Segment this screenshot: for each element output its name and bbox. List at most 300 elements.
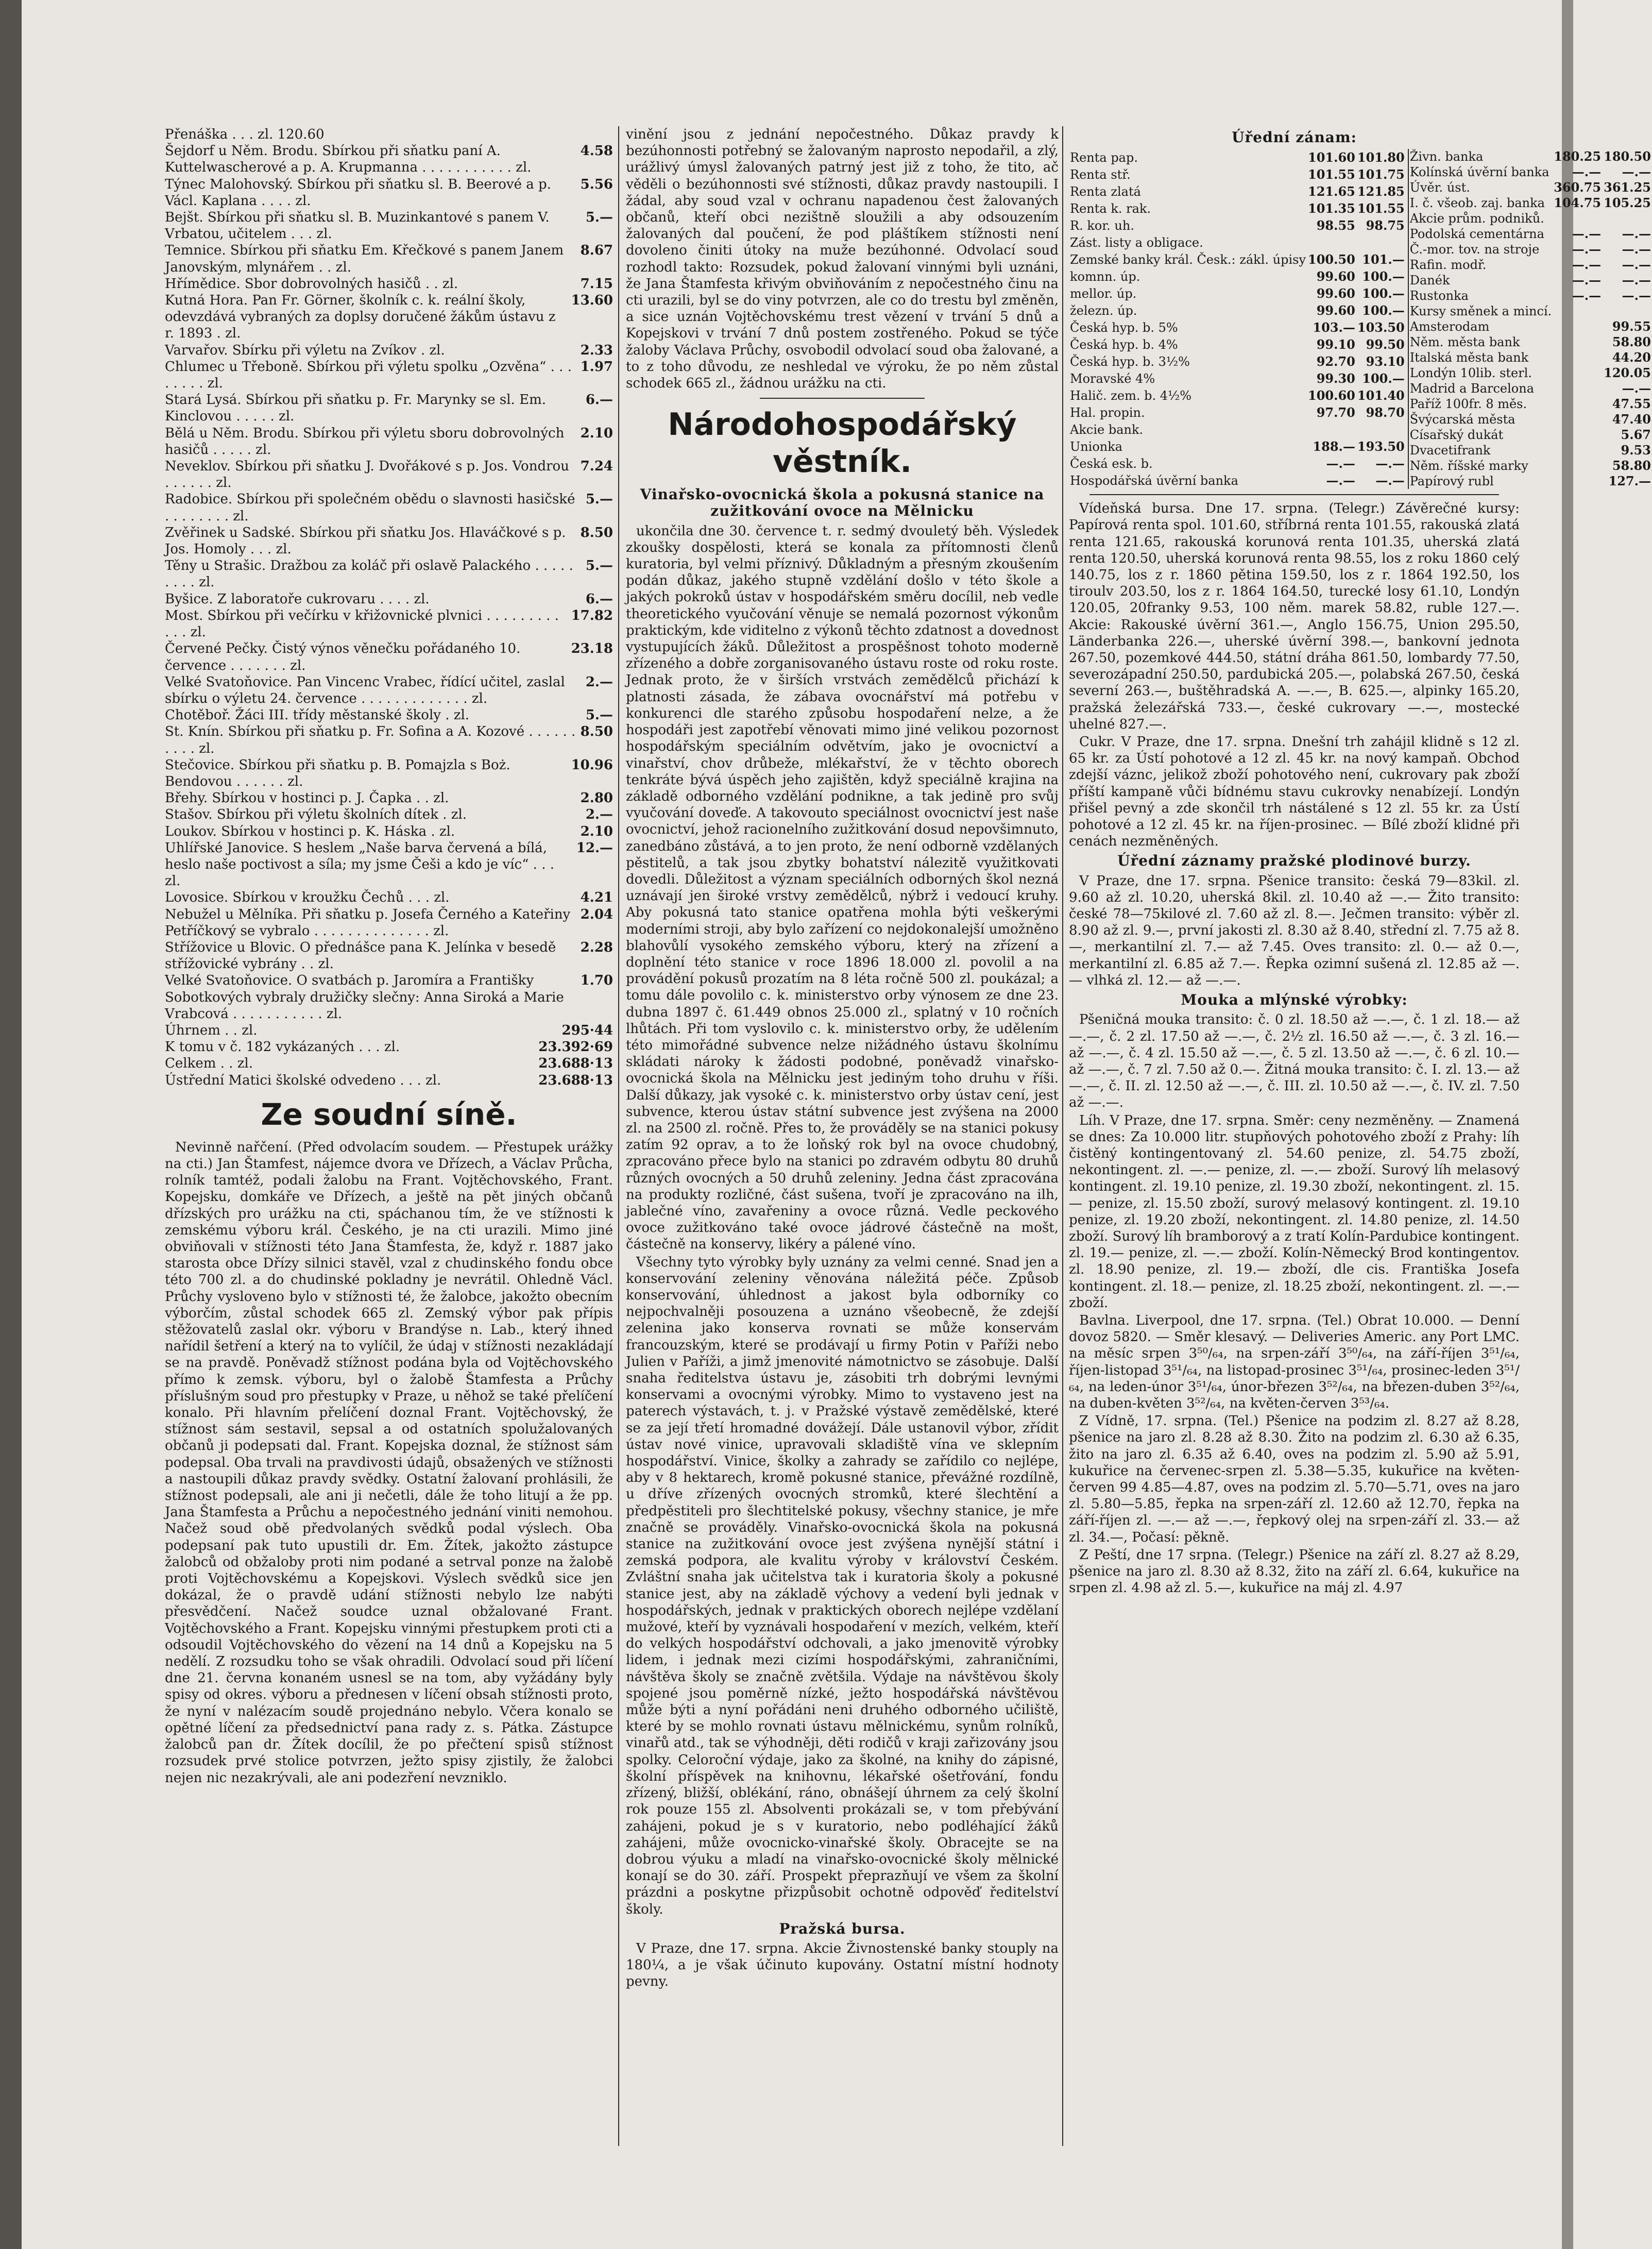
- quote-value: [1553, 474, 1603, 489]
- donation-entry-text: Střížovice u Blovic. O přednášce pana K. Jelínka v besedě střížovické vybrány . . zl.: [165, 939, 556, 972]
- donation-entry-text: Velké Svatoňovice. Pan Vincenc Vrabec, řídící učitel, zaslal sbírku o výletu 24. července . . . . . . . . . . . . . zl.: [165, 674, 565, 706]
- quote-value: 99.10: [1316, 336, 1355, 352]
- column-economy: [626, 126, 1059, 2213]
- quote-row: [1069, 183, 1406, 200]
- total-row-text: Ústřední Matici školské odvedeno . . . zl.: [165, 1072, 441, 1088]
- quote-row: [1408, 427, 1652, 443]
- donation-entry-amount: 2.—: [585, 807, 613, 823]
- quote-row: [1408, 458, 1652, 474]
- quote-name: Madrid a Barcelona: [1409, 381, 1535, 396]
- quote-row: [1069, 234, 1406, 251]
- donation-entry-amount: 5.—: [585, 558, 613, 574]
- quote-value: [1553, 350, 1603, 365]
- quote-value: 99.60: [1316, 302, 1355, 318]
- quote-value: [1553, 427, 1603, 443]
- donation-entry: [165, 458, 613, 491]
- quote-value: 105.25: [1604, 195, 1651, 211]
- quote-row: [1069, 438, 1406, 455]
- quote-name: Něm. města bank: [1409, 335, 1520, 350]
- quote-value: [1356, 421, 1406, 438]
- donation-entry-text: Kutná Hora. Pan Fr. Görner, školník c. k. reální školy, odevzdává vybraných za doplsy doručené žákům ústavu z r. 1893 . zl.: [165, 293, 556, 342]
- quote-name: Č.-mor. tov. na stroje: [1409, 242, 1540, 257]
- quotes-table-left: [1069, 149, 1406, 489]
- donation-entry: [165, 557, 613, 590]
- donation-entry-amount: 2.80: [580, 790, 613, 806]
- donation-entry-amount: 23.18: [571, 641, 613, 657]
- total-row-text: Úhrnem . . zl.: [165, 1022, 258, 1038]
- donation-entry: [165, 276, 613, 292]
- school-article: ukončila dne 30. července t. r. sedmý dvouletý běh. Výsledek zkoušky dospělosti, která se konala za přítomnosti členů kuratoria, byl velmi příznivý. Důkladným a přesným zkoušením podán důkaz, jakého stupně vzdělání došlo v této škole a jakých pokroků ústav v hospodářském směru docílil, neb vedle theoretického vyučování věnuje se nemalá pozornost výkonům praktickým, kde viditelno z výkonů těchto zdatnost a dovednost vystupujících žáků. Důležitost a prospěšnost tohoto moderně zřízeného a dobře zorganisovaného ústavu roste od roku roste. Jednak proto, že v širších vrstvách zemědělců přichází k platnosti zásada, že zábava ovocnářství má potřebu v konkurenci dle starého způsobu hospodaření nelze, a že hospodáři jest zapotřebí věnovati mimo jiné velikou pozornost hospodářským speciálním odvětvím, jako je ovocnictví a vinařství, chov drůbeže, mlékařství, že v těchto oborech tenkráte bývá úspěch jeho zajištěn, když speciálně krajina na základě odborného vzdělání podnikne, a tak jedině pro svůj vyučování doveďe. A takovouto speciálnost ovocnictví jest naše ovocnictví, jehož racionelního zužitkování dosud nepovšimnuto, zanedbáno zůstává, a to jen proto, že není odborně vzdělaných pěstitelů, a tak jsou zbytky bohatství nálezitě využitkovati dovedli. Důležitost a význam speciálních odborných škol nezná uznávají jen široké vrstvy zemědělců, nýbrž i vedoucí kruhy. Aby pokusná tato stanice opatřena mohla býti veškerými moderními stroji, aby bylo zařízení co nejdokonalejší umožněno blahovůlí vysokého zemského výboru, který na zřízení a doplnění této stanice v roce 1896 18.000 zl. povolil a na provádění pokusů prozatím na 8 léta ročně 500 zl. poukázal; a tomu dále povolilo c. k. ministerstvo orby výnosem ze dne 23. dubna 1897 č. 61.449 obnos 25.000 zl., splatný v 10 ročních lhůtách. Při tom vyslovilo c. k. ministerstvo orby, že udělením této mimořádné subvence nelze nižádného ústavu školnímu skládati nároky k žádosti podobné, poněvadž vinařsko-ovocnická škola na Mělnicku jest jediným toho druhu v říši. Další důkazy, jak vysoké c. k. ministerstvo orby ústav cení, jest subvence, kterou ústav státní subvence jest zvýšena na 2000 zl. na 2500 zl. ročně. Přes to, že prováděly se na stanici pokusy zatím 92 oprav, a to že loňský rok byl na ovoce chudobný, zpracováno přece bylo na stanici po zdravém odbytu 80 druhů různých ovocných a 50 druhů zeleniny. Jedna část zpracována na produkty rozličné, část sušena, tvoří je zpracováno na ilh, jablečné víno, zavařeniny a ovoce různá. Vedle peckového ovoce zužitkováno také ovoce jádrové částečně na mošt, částečně na konservy, likéry a pálené víno.: [626, 523, 1059, 1253]
- quote-value: 98.70: [1366, 404, 1405, 420]
- donation-entry-text: Chlumec u Třeboně. Sbírkou při výletu spolku „Ozvěna“ . . . . . . . . zl.: [165, 359, 572, 392]
- quote-row: [1408, 350, 1652, 365]
- donation-entry: [165, 889, 613, 906]
- donation-entry-text: Velké Svatoňovice. O svatbách p. Jaromíra a Františky Sobotkových vybraly družičky slečny: Anna Siroká a Marie Vrabcová . . . . . . . . . . . zl.: [165, 973, 564, 1022]
- donation-entry-text: Břehy. Sbírkou v hostinci p. J. Čapka . . zl.: [165, 790, 449, 806]
- donation-entry-amount: 5.—: [585, 707, 613, 723]
- quote-value: [1307, 234, 1356, 251]
- quote-row: [1069, 455, 1406, 472]
- quote-value: 99.60: [1316, 268, 1355, 284]
- divider: [1089, 494, 1499, 495]
- quote-row: [1069, 404, 1406, 421]
- donation-entry-amount: 8.50: [580, 525, 613, 540]
- quote-name: Rustonka: [1409, 289, 1469, 303]
- quote-value: —.—: [1572, 242, 1602, 257]
- quote-row: [1408, 303, 1652, 319]
- donation-entry: [165, 674, 613, 707]
- quote-value: 100.—: [1362, 370, 1405, 386]
- column-markets: [1069, 126, 1651, 2213]
- prague-bourse-heading: Pražská bursa.: [779, 1920, 906, 1937]
- donation-entry: [165, 491, 613, 524]
- official-quotes-title: Úřední zánam:: [1232, 129, 1357, 146]
- donation-entry: [165, 840, 613, 890]
- quote-name: Papírový rubl: [1409, 474, 1494, 489]
- quote-name: komnn. úp.: [1070, 269, 1140, 284]
- quote-row: [1069, 472, 1406, 489]
- quote-row: [1069, 387, 1406, 404]
- quote-name: I. č. všeob. zaj. banka: [1409, 196, 1545, 211]
- total-row: [165, 1072, 613, 1089]
- quote-value: 121.65: [1308, 183, 1355, 199]
- donation-totals: [165, 1022, 613, 1089]
- quote-name: Hal. propin.: [1070, 405, 1145, 420]
- donation-entry-amount: 12.—: [576, 840, 613, 856]
- donation-entry-text: Radobice. Sbírkou při společném obědu o slavnosti hasičské . . . . . . . . zl.: [165, 492, 575, 524]
- quote-value: [1553, 381, 1603, 396]
- donation-entry: [165, 342, 613, 359]
- donation-entry-text: Byšice. Z laboratoře cukrovaru . . . . zl.: [165, 591, 430, 607]
- pest-grain: Z Peští, dne 17 srpna. (Telegr.) Pšenice na září zl. 8.27 až 8.29, pšenice na jaro zl. 8.30 až 8.32, žito na září zl. 6.64, kukuřice na srpen zl. 4.98 až zl. 5.—, kukuřice na máj zl. 4.97: [1069, 1547, 1520, 1596]
- quote-row: [1408, 211, 1652, 226]
- quote-value: 361.25: [1604, 180, 1651, 195]
- donation-entry-text: Most. Sbírkou při večírku v křižovnické plvnici . . . . . . . . . . . . zl.: [165, 607, 559, 640]
- donation-entry-text: Těny u Strašic. Dražbou za koláč při oslavě Palackého . . . . . . . . . zl.: [165, 558, 573, 590]
- quote-value: 188.—: [1313, 438, 1355, 454]
- carry-over: Přenáška . . . zl. 120.60: [165, 127, 325, 142]
- quote-row: [1069, 166, 1406, 183]
- quote-row: [1069, 268, 1406, 285]
- quote-value: [1553, 458, 1603, 474]
- vienna-bourse: Vídeňská bursa. Dne 17. srpna. (Telegr.) Závěrečné kursy: Papírová renta spol. 101.60, stříbrná renta 101.55, rakouská zlatá renta 121.65, rakouská korunová renta 101.35, uherská zlatá renta 120.50, uherská korunová renta 98.55, los z roku 1860 celý 140.75, los z r. 1860 pětina 159.50, los z r. 1864 192.50, los tiroulv 203.50, los z r. 1864 164.50, turecké losy 61.10, Londýn 120.05, 20franky 9.53, 100 něm. marek 58.82, ruble 127.—. Akcie: Rakouské úvěrní 361.—, Anglo 156.75, Union 295.50, Länderbanka 226.—, uherské úvěrní 398.—, bankovní jednota 267.50, pozemkové 444.50, státní dráha 861.50, lombardy 77.50, severozápadní 250.50, pardubická 205.—, polabská 267.50, česká severní 263.—, buštěhradská A. —.—, B. 625.—, alpinky 165.20, pražská železářská 733.—, české cukrovary —.—, mostecké uhelné 827.—.: [1069, 501, 1520, 732]
- donation-entry-text: Stašov. Sbírkou při výletu školních dítek . zl.: [165, 807, 467, 823]
- quote-name: Česká hyp. b. 4%: [1070, 337, 1178, 352]
- quote-name: Danék: [1409, 273, 1450, 288]
- donation-entry: [165, 607, 613, 640]
- quote-value: 100.60: [1308, 387, 1355, 403]
- donation-entry-text: Zvěřinek u Sadské. Sbírkou při sňatku Jos. Hlaváčkové s p. Jos. Homoly . . . zl.: [165, 525, 566, 557]
- quote-value: —.—: [1572, 288, 1602, 303]
- quote-value: 103.—: [1313, 319, 1355, 335]
- quote-value: 101.55: [1357, 200, 1405, 216]
- quote-value: —.—: [1326, 472, 1355, 488]
- quote-value: 101.80: [1357, 149, 1405, 165]
- donation-entry-text: Chotěboř. Žáci III. třídy městanské školy . zl.: [165, 707, 470, 723]
- quote-value: —.—: [1622, 164, 1651, 180]
- quote-name: Česká hyp. b. 3½%: [1070, 354, 1190, 369]
- quote-row: [1408, 257, 1652, 273]
- donation-entry-amount: 13.60: [571, 293, 613, 309]
- donation-entry-amount: 2.10: [580, 425, 613, 441]
- sugar-market: Cukr. V Praze, dne 17. srpna. Dnešní trh zahájil klidně s 12 zl. 65 kr. za Ústí pohotové a 12 zl. 45 kr. na nový kampaň. Obchod zdejší váznc, jelikož zboží pohotového není, cukrovary pak zboží příští kampaně vůči bídnému stavu cukrovky nenabízejí. Londýn přišel pevný a zde skončil trh nástálené s 12 zl. 55 kr. za Ústí pohotové a 12 zl. 45 kr. na říjen-prosinec. — Bílé zboží klidné při cenách nezměněných.: [1069, 734, 1520, 850]
- donation-entry: [165, 757, 613, 790]
- donation-entry: [165, 939, 613, 972]
- quote-name: Moravské 4%: [1070, 371, 1155, 386]
- donation-entry: [165, 790, 613, 806]
- quote-value: 5.67: [1621, 427, 1651, 443]
- donation-entry-amount: 2.04: [580, 906, 613, 922]
- total-row: [165, 1055, 613, 1072]
- quote-row: [1408, 396, 1652, 412]
- donation-entry-text: Neveklov. Sbírkou při sňatku J. Dvořákové s p. Jos. Vondrou . . . . . . zl.: [165, 459, 569, 491]
- quote-name: Unionka: [1070, 439, 1123, 454]
- total-row-text: K tomu v č. 182 vykázaných . . . zl.: [165, 1039, 400, 1055]
- donation-entry-amount: 2.—: [585, 674, 613, 690]
- quote-name: Něm. říšské marky: [1409, 459, 1528, 474]
- cotton-market: Bavlna. Liverpool, dne 17. srpna. (Tel.) Obrat 10.000. — Denní dovoz 5820. — Směr klesavý. — Deliveries Americ. any Port LMC. na měsíc srpen 3⁵⁰/₆₄, na srpen-září 3⁵⁰/₆₄, na září-říjen 3⁵¹/₆₄, říjen-listopad 3⁵¹/₆₄, na listopad-prosinec 3⁵¹/₆₄, prosinec-leden 3⁵¹/₆₄, na leden-únor 3⁵¹/₆₄, únor-březen 3⁵²/₆₄, na březen-duben 3⁵²/₆₄, na duben-květen 3⁵²/₆₄, na květen-červen 3⁵³/₆₄.: [1069, 1312, 1520, 1411]
- quote-name: Dvacetifrank: [1409, 443, 1491, 458]
- donation-entry-text: Loukov. Sbírkou v hostinci p. K. Háska . zl.: [165, 823, 455, 839]
- quote-row: [1408, 334, 1652, 350]
- total-row-text: Celkem . . zl.: [165, 1056, 253, 1072]
- donation-entry-amount: 7.15: [580, 276, 613, 292]
- quote-row: [1408, 443, 1652, 458]
- quote-row: [1069, 149, 1406, 166]
- quote-name: Renta zlatá: [1070, 184, 1141, 199]
- quote-value: —.—: [1326, 455, 1355, 471]
- donation-entry-amount: 8.50: [580, 724, 613, 740]
- quote-name: Úvěr. úst.: [1409, 180, 1470, 195]
- donation-list: [165, 143, 613, 1022]
- quote-row: [1408, 242, 1652, 257]
- quote-row: [1408, 195, 1652, 211]
- donation-entry-amount: 10.96: [571, 757, 613, 773]
- donation-entry-amount: 7.24: [580, 459, 613, 475]
- total-row: [165, 1022, 613, 1039]
- quote-value: [1603, 303, 1652, 319]
- donation-entry-amount: 2.33: [580, 342, 613, 358]
- quote-value: 92.70: [1316, 353, 1355, 369]
- quote-value: —.—: [1375, 472, 1405, 488]
- donation-entry-amount: 4.58: [580, 143, 613, 159]
- quote-name: Živn. banka: [1409, 149, 1484, 164]
- quote-value: 99.30: [1316, 370, 1355, 386]
- quote-name: Kolínská úvěrní banka: [1409, 165, 1549, 180]
- quote-row: [1408, 365, 1652, 381]
- quote-name: mellor. úp.: [1070, 286, 1137, 301]
- quote-value: 101.—: [1362, 251, 1405, 267]
- quote-value: —.—: [1622, 257, 1651, 273]
- quote-value: [1553, 319, 1603, 334]
- quote-row: [1069, 302, 1406, 319]
- quote-value: —.—: [1572, 226, 1602, 242]
- donation-entry-text: Uhlířské Janovice. S heslem „Naše barva červená a bílá, heslo naše poctivost a síla; my jsme Češi a kdo je víc“ . . . zl.: [165, 840, 554, 889]
- quote-value: 93.10: [1366, 353, 1405, 369]
- quote-name: železn. úp.: [1070, 303, 1137, 318]
- donation-entry-amount: 6.—: [585, 591, 613, 607]
- quote-value: 47.55: [1612, 396, 1651, 412]
- donation-entry-text: Červené Pečky. Čistý výnos věnečku pořádaného 10. července . . . . . . . zl.: [165, 641, 521, 673]
- quote-value: 100.—: [1362, 268, 1405, 284]
- quote-row: [1408, 412, 1652, 427]
- quote-name: R. kor. uh.: [1070, 218, 1134, 233]
- donation-entry: [165, 425, 613, 458]
- quote-name: Rafin. modř.: [1409, 258, 1487, 273]
- quote-value: [1553, 396, 1603, 412]
- donation-entry-text: Lovosice. Sbírkou v kroužku Čechů . . . zl.: [165, 890, 450, 906]
- quote-value: 97.70: [1316, 404, 1355, 420]
- column-rule-1: [618, 126, 619, 2146]
- quote-name: Halič. zem. b. 4½%: [1070, 388, 1192, 403]
- quote-value: 360.75: [1554, 180, 1602, 195]
- donation-entry: [165, 242, 613, 275]
- quote-value: 99.60: [1316, 285, 1355, 301]
- quote-value: [1356, 234, 1406, 251]
- prague-bourse-text: V Praze, dne 17. srpna. Akcie Živnostenské banky stouply na 180¼, a je však účinuto kupovány. Ostatní místní hodnoty pevny.: [626, 1940, 1059, 1990]
- donation-entry-amount: 17.82: [571, 607, 613, 623]
- total-row-amount: 23.688·13: [538, 1072, 613, 1088]
- donation-entry-amount: 5.—: [585, 210, 613, 226]
- donation-entry-text: Týnec Malohovský. Sbírkou při sňatku sl. B. Beerové a p. Václ. Kaplana . . . . zl.: [165, 176, 551, 209]
- quote-row: [1069, 421, 1406, 438]
- quote-value: 100.50: [1308, 251, 1355, 267]
- donation-entry-amount: 5.—: [585, 492, 613, 508]
- quote-value: 101.35: [1308, 200, 1355, 216]
- economy-heading: Národohospodářský věstník.: [668, 407, 1017, 480]
- quote-value: —.—: [1572, 257, 1602, 273]
- donation-entry: [165, 806, 613, 823]
- total-row-amount: 295·44: [561, 1022, 613, 1038]
- quote-value: [1553, 365, 1603, 381]
- school-subheading: Vinařsko-ovocnická škola a pokusná stanice na zužitkování ovoce na Mělnicku: [640, 486, 1045, 520]
- quote-value: —.—: [1622, 288, 1651, 303]
- quote-value: 101.55: [1308, 166, 1355, 182]
- quote-row: [1408, 180, 1652, 195]
- court-continuation: vinění jsou z jednání nepočestného. Důkaz pravdy k bezúhonnosti potřebný se žalovaným naprosto nepodařil, a zlý, urážlivý úmysl žalovaných patrný jest již z toho, že tito, ač věděli o bezúhonnosti své stížnosti, důkaz pravdy nastoupili. I žádal, aby soud vzal v ochranu napadenou čest žalovaných občanů, kteří obci nezištně sloužili a aby odsouzením žalovaných dal poučení, že pod pláštíkem stížnosti není dovoleno činiti útoky na muže bezúhonné. Odvolací soud rozhodl takto: Rozsudek, pokud žalovaní vinnými byli uznáni, že Jana Štamfesta křivým obviňováním z nepočestného činu na cti urazili, byl se do viny potvrzen, ale co do trestu byl změněn, a sice uznán Vojtěchovskému trest vězení v trvání 5 dnů a Kopejskovi v trvání 7 dnů postem zostřeného. Pokud se týče žaloby Václava Průchy, osvobodil odvolací soud oba žalované, a to z toho důvodu, ze neshledal ve výroku, že po něm zůstal schodek 665 zl., žádnou urážku na cti.: [626, 127, 1059, 392]
- quote-name: Hospodářská úvěrní banka: [1070, 473, 1238, 488]
- donation-entry-text: Stará Lysá. Sbírkou při sňatku p. Fr. Marynky se sl. Em. Kinclovou . . . . . zl.: [165, 392, 546, 425]
- quote-name: Zást. listy a obligace.: [1070, 235, 1203, 250]
- donation-entry: [165, 906, 613, 939]
- quote-name: Londýn 10lib. sterl.: [1409, 366, 1532, 381]
- quote-value: 98.55: [1316, 217, 1355, 233]
- quote-name: Akcie prům. podniků.: [1409, 211, 1544, 226]
- court-heading: Ze soudní síně.: [261, 1096, 517, 1132]
- grain-heading: Úřední záznamy pražské plodinové burzy.: [1117, 852, 1471, 870]
- donation-entry: [165, 392, 613, 425]
- quote-value: —.—: [1622, 242, 1651, 257]
- flour-heading: Mouka a mlýnské výrobky:: [1181, 991, 1408, 1009]
- quote-value: 103.50: [1357, 319, 1405, 335]
- quote-value: 58.80: [1612, 458, 1651, 474]
- quote-value: [1553, 303, 1603, 319]
- quote-name: Renta pap.: [1070, 150, 1138, 165]
- quote-row: [1069, 200, 1406, 217]
- quote-name: Kursy směnek a mincí.: [1409, 304, 1552, 319]
- quote-value: 127.—: [1608, 474, 1651, 489]
- quote-value: [1603, 211, 1652, 226]
- quote-name: Renta stř.: [1070, 167, 1131, 182]
- quote-value: 58.80: [1612, 334, 1651, 350]
- quote-value: 100.—: [1362, 285, 1405, 301]
- donation-entry-amount: 1.97: [580, 359, 613, 375]
- quote-value: [1553, 443, 1603, 458]
- spirit-market: Líh. V Praze, dne 17. srpna. Směr: ceny nezměněny. — Znamená se dnes: Za 10.000 litr. stupňových pohotového zboží z Prahy: líh čistěný kontingentovaný zl. 54.60 penize, zl. 54.75 zboží, nekontingent. zl. —.— penize, zl. —.— zboží. Surový líh melasový kontingent. zl. 19.10 penize, zl. 19.30 zboží, nekontingent. zl. 15.— penize, zl. 15.50 zboží, surový melasový kontingent. zl. 19.10 penize, zl. 19.20 zboží, nekontingent. zl. 14.80 penize, zl. 14.50 zboží. Surový líh bramborový a z tratí Kolín-Pardubice kontingent. zl. 19.— penize, zl. —.— zboží. Kolín-Německý Brod kontingentov. zl. 18.90 penize, zl. 19.— zboží, dle cis. Františka Josefa kontingent. zl. 18.— penize, zl. 18.25 zboží, nekontingent. zl. —.— zboží.: [1069, 1112, 1520, 1311]
- donation-entry-text: Temnice. Sbírkou při sňatku Em. Křečkové s panem Janem Janovským, mlynářem . . zl.: [165, 243, 564, 275]
- donation-entry: [165, 591, 613, 607]
- quote-name: Italská města bank: [1409, 350, 1529, 365]
- quote-row: [1069, 370, 1406, 387]
- quote-name: Císařský dukát: [1409, 428, 1504, 443]
- donation-entry: [165, 640, 613, 673]
- quote-value: 100.—: [1362, 302, 1405, 318]
- quote-value: 47.40: [1612, 412, 1651, 427]
- donation-entry-text: St. Knín. Sbírkou při sňatku p. Fr. Sofina a A. Kozové . . . . . . . . . . zl.: [165, 724, 576, 756]
- quote-row: [1408, 164, 1652, 180]
- quote-value: —.—: [1375, 455, 1405, 471]
- column-rule-2: [1062, 126, 1063, 2146]
- donation-entry-amount: 8.67: [580, 243, 613, 259]
- quote-value: 98.75: [1366, 217, 1405, 233]
- donation-entry-text: Nebužel u Mělníka. Při sňatku p. Josefa Černého a Kateřiny Petříčkový se vybralo . . . . . . . . . . . . . . zl.: [165, 906, 571, 939]
- quote-row: [1069, 353, 1406, 370]
- quote-value: [1553, 412, 1603, 427]
- quote-name: Renta k. rak.: [1070, 201, 1151, 216]
- total-row-amount: 23.392·69: [538, 1039, 613, 1055]
- quote-row: [1408, 288, 1652, 303]
- donation-entry-text: Šejdorf u Něm. Brodu. Sbírkou při sňatku paní A. Kuttelwascherové a p. A. Krupmanna . . . . . . . . . . . zl.: [165, 143, 532, 176]
- quote-value: 101.40: [1357, 387, 1405, 403]
- donation-entry: [165, 359, 613, 392]
- quote-value: 99.55: [1612, 319, 1651, 334]
- quote-value: 120.05: [1604, 365, 1651, 381]
- donation-entry: [165, 176, 613, 209]
- flour-quotes: Pšeničná mouka transito: č. 0 zl. 18.50 až —.—, č. 1 zl. 18.— až —.—, č. 2 zl. 17.50 až —.—, č. 2½ zl. 16.50 až —.—, č. 3 zl. 16.— až —.—, č. 4 zl. 15.50 až —.—, č. 5 zl. 13.50 až —.—, č. 6 zl. 10.— až —.—, č. 7 zl. 7.50 až 0.—. Žitná mouka transito: č. I. zl. 13.— až —.—, č. II. zl. 12.50 až —.—, č. III. zl. 10.50 až —.—, č. IV. zl. 7.50 až —.—.: [1069, 1012, 1520, 1111]
- quote-value: 180.50: [1604, 149, 1651, 164]
- donation-entry-amount: 4.21: [580, 890, 613, 906]
- donation-entry: [165, 723, 613, 756]
- quote-name: Česká hyp. b. 5%: [1070, 320, 1178, 335]
- donation-entry-amount: 2.28: [580, 939, 613, 955]
- donation-entry-text: Varvařov. Sbírku při výletu na Zvíkov . zl.: [165, 342, 445, 358]
- donation-entry-amount: 2.10: [580, 823, 613, 839]
- donation-entry: [165, 823, 613, 840]
- quote-row: [1069, 285, 1406, 302]
- quote-name: Paříž 100fr. 8 měs.: [1409, 397, 1527, 412]
- quote-value: 99.50: [1366, 336, 1405, 352]
- quotes-tables: [1069, 149, 1651, 489]
- donation-entry-text: Stečovice. Sbírkou při sňatku p. B. Pomajzla s Boż. Bendovou . . . . . . zl.: [165, 757, 510, 789]
- donation-entry: [165, 143, 613, 176]
- quote-name: Podolská cementárna: [1409, 227, 1544, 242]
- page-edge-left: [0, 0, 22, 2249]
- vienna-grain: Z Vídně, 17. srpna. (Tel.) Pšenice na podzim zl. 8.27 až 8.28, pšenice na jaro zl. 8.28 až 8.30. Žito na podzim zl. 6.30 až 6.35, žito na jaro zl. 6.35 až 6.40, oves na podzim zl. 5.90 až 5.91, kukuřice na červenec-srpen zl. 5.38—5.35, kukuřice na květen-červen 99 4.85—4.87, oves na podzim zl. 5.70—5.71, oves na jaro zl. 5.80—5.85, řepka na srpen-září zl. 12.60 až 12.70, řepka na září-říjen zl. —.— až —.—, řepkový olej na srpen-září zl. 33.— až zl. 34.—, Počasí: pěkně.: [1069, 1413, 1520, 1545]
- donation-entry-amount: 6.—: [585, 392, 613, 408]
- quote-name: Zemské banky král. Česk.: zákl. úpisy: [1070, 252, 1306, 267]
- school-article-cont: Všechny tyto výrobky byly uznány za velmi cenné. Snad jen a konservování zeleniny věnována náležitá péče. Způsob konservování, úhlednost a jakost byla odborníky co nejpochvalněji posouzena a uznáno všeobecně, že zdejší zelenina jako konserva rovnati se může konservám francouzským, které se prodávají u firmy Potin v Paříži nebo Julien v Paříži, a jimž jmenovité námotnictvo se zásobuje. Další snaha ředitelstva ústavu je, zásobiti trh dobrými levnými konservami a ovocnými výrobky. Mimo to vystaveno jest na paterech výstavách, t. j. v Pražské výstavě zemědělské, které se za její třetí hromadné dovážejí. Dále ustanovil výbor, zřídit ústav nové vinice, upravovali skladiště vína ve sklepním hospodářství. Vinice, školky a zahrady se zařídilo co nejlépe, aby v 8 hektarech, kromě pokusné stanice, převážné rozdílně, u dříve zřízených ovocných stromků, které šlechtění a předpěstiteli pro šlechtitelské pokusy, všechny stanice, je mře značně se prováděly. Vinařsko-ovocnická škola na pokusná stanice na zužitkování ovoce jest zvýšena nynější státní i zemská podpora, ale kvalitu výroby v království Českém. Zvláštní snaha jak učitelstva tak i kuratoria školy a pokusné stanice jest, aby na základě výchovy a vedení byli jednak v hospodářských, jednak v praktických oborech nejlépe vzdělaní mužové, kteří by vyznávali hospodaření v mezích, velkém, kteří do velkých hospodářství odchovali, a jako jmenovitě výrobky lidem, i jednak mezi cizími hospodářskými, zahraničními, návštěva školy se značně zvětšila. Výdaje na návštěvou školy spojené jsou poměrně nízké, ježto hospodářská návštěvou může býti a nyní pořádáni neni druhého odborného učiliště, které by se mohlo rovnati ústavu mělnickému, synům rolníků, vinařů atd., tak se výhodněji, děti rodičů v kraji zařizovány jsou spolky. Celoroční výdaje, jako za školné, na knihy do zápisné, školní příspěvek na knihovnu, lékařské ošetřování, fondu zřízený, bližší, oblékání, ráno, obnášejí úhrnem za celý školní rok pouze 155 zl. Absolventi prokázali se, v tom přebývání zahájeni, pokud je s v kuratorio, nebo podléhající žáků zahájeni, může ovocnicko-vinařské školy. Obracejte se na dobrou výuku a mladí na vinařsko-ovocnické školy mělnické konají se do 30. září. Prospekt přeprazňují ve všem za školní prázdni a poskytne přizpůsobit ochotně odpověď ředitelství školy.: [626, 1254, 1059, 1917]
- quote-row: [1408, 226, 1652, 242]
- quote-value: [1307, 421, 1356, 438]
- quote-value: [1553, 211, 1603, 226]
- donation-entry-text: Hřímědice. Sbor dobrovolných hasičů . . zl.: [165, 276, 458, 292]
- quote-value: —.—: [1572, 164, 1602, 180]
- quote-value: 121.85: [1357, 183, 1405, 199]
- quote-row: [1408, 381, 1652, 396]
- donation-entry-text: Bělá u Něm. Brodu. Sbírkou při výletu sboru dobrovolných hasičů . . . . . zl.: [165, 425, 565, 458]
- quote-value: 9.53: [1621, 443, 1651, 458]
- quote-name: Akcie bank.: [1070, 422, 1144, 437]
- quote-value: —.—: [1572, 273, 1602, 288]
- quote-value: 101.75: [1357, 166, 1405, 182]
- quote-name: Švýcarská města: [1409, 412, 1515, 427]
- donation-entry: [165, 292, 613, 342]
- quote-row: [1408, 474, 1652, 489]
- quote-value: [1553, 334, 1603, 350]
- grain-quotes: V Praze, dne 17. srpna. Pšenice transito: česká 79—83kil. zl. 9.60 až zl. 10.20, uherská 8kil. zl. 10.40 až —.— Žito transito: české 78—75kilové zl. 7.60 až zl. 8.—. Ječmen transito: výběr zl. 8.90 až zl. 9.—, první jakosti zl. 8.30 až 8.40, střední zl. 7.75 až 8.—, merkantilní zl. 7.— až 7.45. Oves transito: zl. 0.— až 0.—, merkantilní zl. 6.85 až 7.—. Řepka ozimní sušená zl. 12.85 až —.— vlhká zl. 12.— až —.—.: [1069, 873, 1520, 988]
- quote-name: Česká esk. b.: [1070, 456, 1153, 471]
- divider: [760, 398, 925, 399]
- quote-value: 193.50: [1357, 438, 1405, 454]
- donation-entry: [165, 209, 613, 242]
- quote-value: —.—: [1622, 381, 1651, 396]
- quote-row: [1069, 319, 1406, 336]
- quotes-table-right: [1408, 149, 1652, 489]
- donation-entry-amount: 5.56: [580, 176, 613, 192]
- column-donations-court: [165, 126, 613, 2213]
- donation-entry: [165, 525, 613, 557]
- quote-value: 180.25: [1554, 149, 1602, 164]
- quote-value: —.—: [1622, 226, 1651, 242]
- total-row-amount: 23.688·13: [538, 1056, 613, 1072]
- court-article: Nevinně nařčení. (Před odvolacím soudem. — Přestupek urážky na cti.) Jan Štamfest, nájemce dvora ve Dřízech, a Václav Průcha, rolník tamtéž, podali žalobu na Frant. Vojtěchovského, Frant. Kopejsku, domkáře ve Dřízech, a ještě na pět jiných občanů dřízských pro urážku na cti, spáchanou tím, že ve stížnosti k zemskému výboru král. Českého, je na cti urazili. Mimo jiné obviňovali v stížnosti této Jana Štamfesta, že, když r. 1887 jako starosta obce Dřízy silnici stavěl, vzal z chudinského fondu obce této 700 zl. a do chudinské pokladny je nevrátil. Ohledně Václ. Průchy vysloveno bylo v stížnosti té, že žalobce, jakožto obecním výborčím, zůstal schodek 665 zl. Zemský výbor pak přípis stěžovatelů zaslal okr. výboru v Brandýse n. Lab., který ihned nařídil šetření a který na to vylíčil, že údaj v stížnosti nezakládají se na pravdě. Poněvadž stížnost podána byla od Vojtěchovského přímo k zemsk. výboru, byl o žalobě Štamfesta a Průchy příslušným soud pro přestupky v Praze, u něhož se také přelíčení konalo. Při hlavním přelíčení doznal Frant. Vojtěchovský, že stížnost sám sestavil, sepsal a od ostatních spolužalovaných občanů ji podepsati dal. Frant. Kopejska doznal, že stížnost sám podepsal. Oba trvali na pravdivosti údajů, obsažených ve stížnosti a nastoupili důkaz pravdy svědky. Ostatní žalovaní prohlásili, že stížnost podepsali, ale ani ji nečetli, dále že toho litují a že pp. Jana Štamfesta a Průchu a nepočestného jednání viniti nemohou. Načež soud obě předvolaných svědků podal výslech. Oba podepsaní pak tuto upustili dr. Em. Žítek, jakožto zástupce žalobců od obžaloby proti nim podané a setrval ponze na žalobě proti Vojtěchovskému a Kopejskovi. Výslech svědků sice jen dokázal, že o pravdě udání stížnosti nebylo lze nabýti přesvědčení. Načež soudce uznal obžalované Frant. Vojtěchovského a Frant. Kopejsku vinnými přestupkem proti cti a odsoudil Vojtěchovského do vězení na 14 dnů a Kopejsku na 5 nedělí. Z rozsudku toho se však ohradili. Odvolací soud při líčení dne 21. června konaném usnesl se na tom, aby vyžádány byly spisy od okres. výboru a přednesen v líčení obsah stížnosti proto, že nyní v nalézacím soudě projednáno nebylo. Včera konalo se opětné líčení za předsednictví pana rady z. s. Pátka. Zástupce žalobců pan dr. Žítek docílil, že po přečtení spisů stížnost rozsudek prvé stolice potvrzen, ježto spisy zjistily, že žalobci nejen nic nezakrývali, ale ani podezření nevzniklo.: [165, 1139, 613, 1786]
- quote-value: 104.75: [1554, 195, 1602, 211]
- quote-value: 44.20: [1612, 350, 1651, 365]
- donation-entry-text: Bejšt. Sbírkou při sňatku sl. B. Muzinkantové s panem V. Vrbatou, učitelem . . . zl.: [165, 210, 550, 242]
- quote-row: [1408, 319, 1652, 334]
- donation-entry: [165, 972, 613, 1022]
- quote-row: [1408, 273, 1652, 288]
- quote-value: 101.60: [1308, 149, 1355, 165]
- total-row: [165, 1039, 613, 1055]
- quote-row: [1069, 251, 1406, 268]
- quote-row: [1408, 149, 1652, 164]
- donation-entry-amount: 1.70: [580, 973, 613, 989]
- quote-row: [1069, 217, 1406, 234]
- donation-entry: [165, 707, 613, 723]
- quote-name: Amsterodam: [1409, 319, 1490, 334]
- quote-value: —.—: [1622, 273, 1651, 288]
